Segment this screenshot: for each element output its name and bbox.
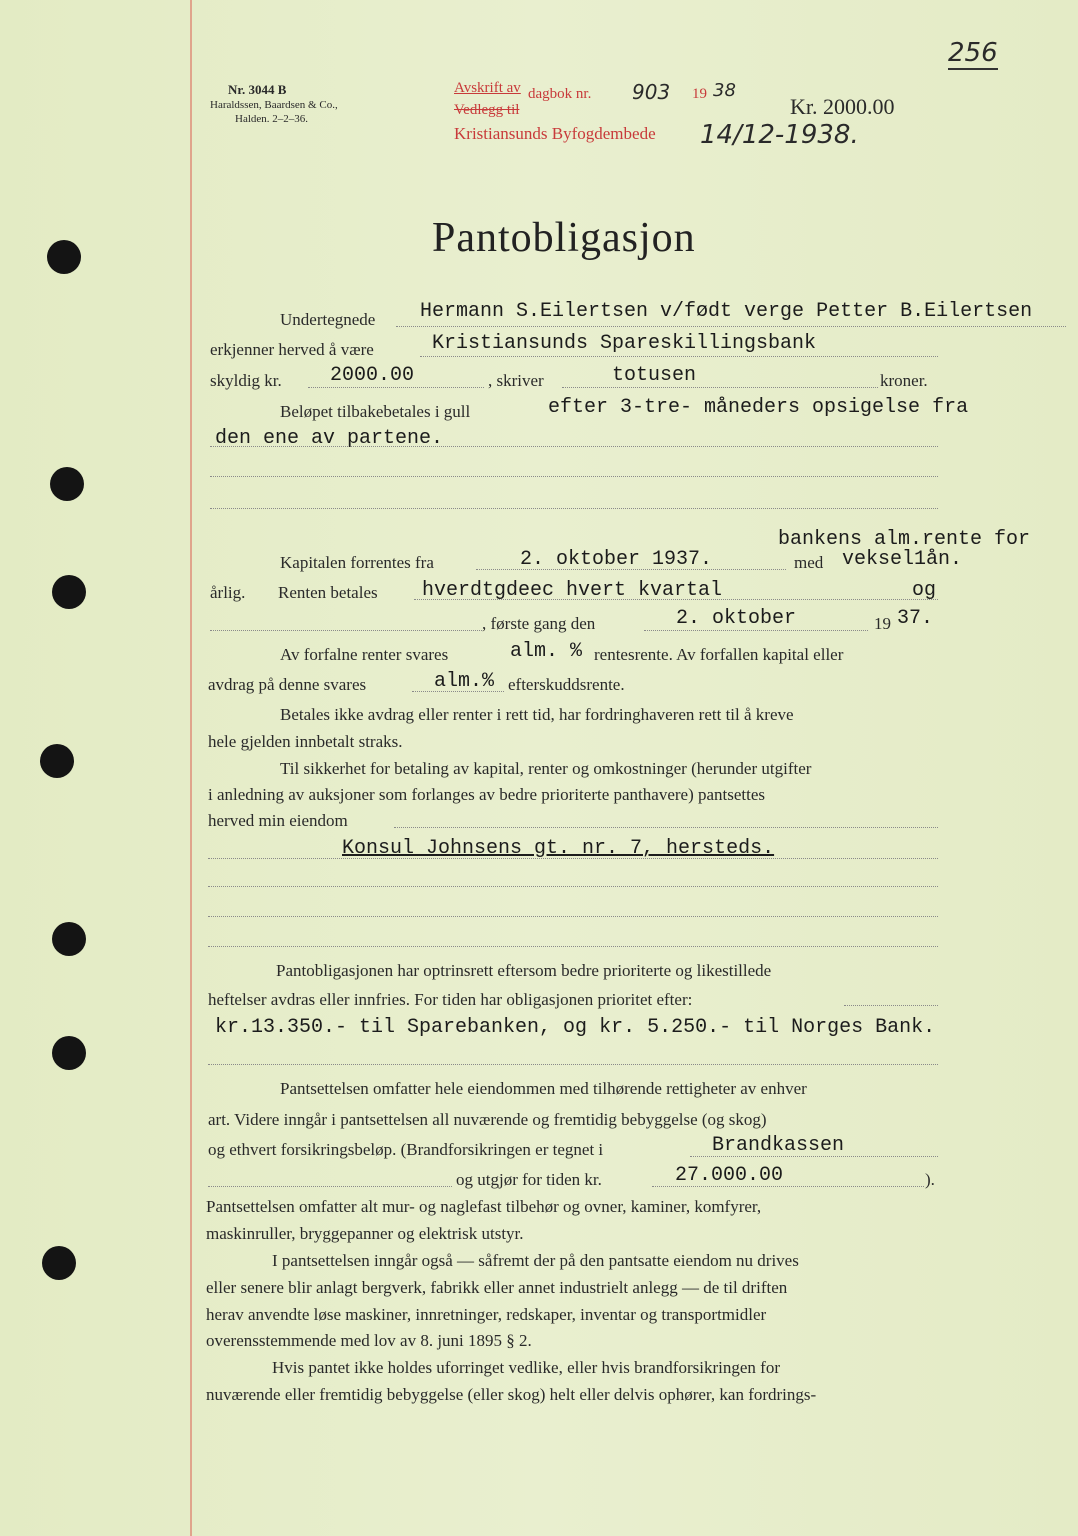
field-line [208,1186,452,1187]
erkjenner-label: erkjenner herved å være [210,340,374,359]
punch-hole [50,467,84,501]
undertegnede-value: Hermann S.Eilertsen v/født verge Petter B.Eilertsen [420,300,1033,323]
stamp-amount: Kr. 2000.00 [790,94,895,119]
stamp-year-prefix: 19 [692,86,707,102]
p5-line-1: Pantsettelsen omfatter hele eiendommen med tilhørende rettigheter av enhver [280,1079,807,1098]
p6-line-1: I pantsettelsen inngår også — såfremt der på den pantsatte eiendom nu drives [272,1251,799,1270]
field-line [208,858,938,859]
p6-line-4: overensstemmende med lov av 8. juni 1895 § 2. [206,1331,532,1350]
field-line [210,630,482,631]
field-line [208,946,938,947]
p7-line-2: nuværende eller fremtidig bebyggelse (eller skog) helt eller delvis ophører, kan fordrings- [206,1385,817,1404]
p5-amount: 27.000.00 [675,1164,784,1187]
field-line [394,827,938,828]
property: Konsul Johnsens gt. nr. 7, hersteds. [342,837,775,860]
form-place-date: Halden. 2–2–36. [235,113,309,125]
priority: kr.13.350.- til Sparebanken, og kr. 5.250.- til Norges Bank. [215,1016,936,1039]
stamp-dagbok-number: 903 [632,80,671,104]
p4-line-2: heftelser avdras eller innfries. For tiden har obligasjonen prioritet efter: [208,990,693,1009]
arlig-label: årlig. [210,583,246,602]
stamp-year: 38 [713,80,736,101]
p2-line-2: hele gjelden innbetalt straks. [208,732,403,751]
p5-line-4b: ). [925,1170,935,1189]
form-number: Nr. 3044 B [228,82,287,97]
erkjenner-value: Kristiansunds Spareskillingsbank [432,332,817,355]
punch-hole [42,1246,76,1280]
field-line [210,508,938,509]
kapitalen-label: Kapitalen forrentes fra [280,553,434,572]
stamp-office: Kristiansunds Byfogdembede [454,124,656,143]
p5-line-4a: og utgjør for tiden kr. [456,1170,602,1189]
field-line [844,1005,938,1006]
p1-b: rentesrente. Av forfallen kapital eller [594,645,844,664]
med-value: veksel1ån. [842,548,963,571]
field-line [562,387,878,388]
punch-hole [52,1036,86,1070]
stamp-vedlegg: Vedlegg til [454,102,520,118]
punch-hole [40,744,74,778]
forste-year-label: 19 [874,614,891,633]
p6-line-2: eller senere blir anlagt bergverk, fabrikk eller annet industrielt anlegg — de til driften [206,1278,788,1297]
skyldig-label: skyldig kr. [210,371,282,390]
stamp-dagbok: dagbok nr. [528,86,592,102]
p5-line-5: Pantsettelsen omfatter alt mur- og naglefast tilbehør og ovner, kaminer, komfyrer, [206,1197,762,1216]
p5-brand: Brandkassen [712,1134,845,1157]
punch-hole [52,575,86,609]
field-line [644,630,868,631]
form-printer: Haraldssen, Baardsen & Co., [210,99,338,111]
p1-alm2: alm.% [434,670,495,693]
undertegnede-label: Undertegnede [280,310,376,329]
forste-year-value: 37. [897,607,934,630]
stamp-avskrift: Avskrift av [454,80,521,96]
field-line [308,387,484,388]
field-line [208,916,938,917]
margin-line [190,0,192,1536]
skriver-value: totusen [612,364,697,387]
renten-label: Renten betales [278,583,378,602]
p4-line-1: Pantobligasjonen har optrinsrett eftersom bedre prioriterte og likestillede [276,961,772,980]
belopet-value-1: efter 3-tre- måneders opsigelse fra [548,396,969,419]
field-line [420,356,938,357]
field-line [208,886,938,887]
punch-hole [52,922,86,956]
p5-line-2: art. Videre inngår i pantsettelsen all nuværende og fremtidig bebyggelse (og skog) [208,1110,767,1129]
p1-d: efterskuddsrente. [508,675,625,694]
p2-line-1: Betales ikke avdrag eller renter i rett tid, har fordringhaveren rett til å kreve [280,705,794,724]
p3-line-3: herved min eiendom [208,811,348,830]
p3-line-1: Til sikkerhet for betaling av kapital, renter og omkostninger (herunder utgifter [280,759,812,778]
forste-value: 2. oktober [676,607,797,630]
skriver-label: , skriver [488,371,544,390]
p7-line-1: Hvis pantet ikke holdes uforringet vedlike, eller hvis brandforsikringen for [272,1358,780,1377]
stamp-date: 14/12-1938. [700,120,859,150]
kapitalen-date: 2. oktober 1937. [520,548,713,571]
page-number: 256 [948,38,998,68]
field-line [396,326,1066,327]
p1-a: Av forfalne renter svares [280,645,449,664]
punch-hole [47,240,81,274]
p1-alm: alm. % [510,640,583,663]
belopet-value-2: den ene av partene. [215,427,444,450]
skyldig-value: 2000.00 [330,364,415,387]
renten-og: og [912,579,937,602]
field-line [210,476,938,477]
p3-line-2: i anledning av auksjoner som forlanges av bedre prioriterte panthavere) pantsettes [208,785,766,804]
kroner-label: kroner. [880,371,928,390]
field-line [208,1064,938,1065]
belopet-label: Beløpet tilbakebetales i gull [280,402,471,421]
renten-value: hverdtgdeec hvert kvartal [422,579,723,602]
document-title: Pantobligasjon [432,215,696,261]
p6-line-3: herav anvendte løse maskiner, innretninger, redskaper, inventar og transportmidler [206,1305,767,1324]
p5-line-6: maskinruller, bryggepanner og elektrisk utstyr. [206,1224,524,1243]
rente-extra: bankens alm.rente for [778,528,1031,551]
med-label: med [794,553,824,572]
p1-c: avdrag på denne svares [208,675,367,694]
forste-label: , første gang den [482,614,596,633]
p5-line-3: og ethvert forsikringsbeløp. (Brandforsikringen er tegnet i [208,1140,604,1159]
